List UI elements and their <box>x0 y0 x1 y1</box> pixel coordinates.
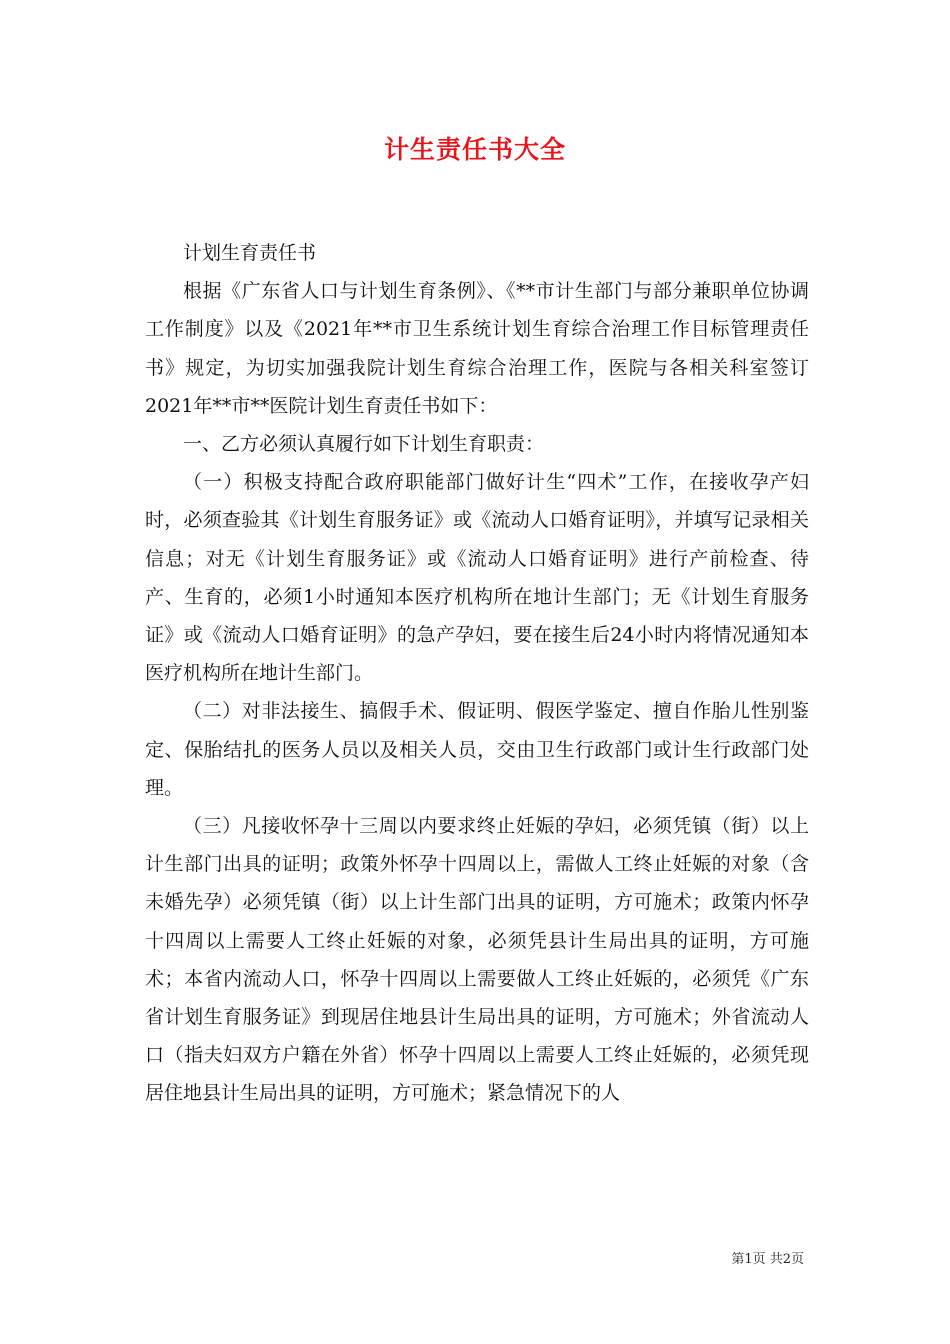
paragraph-heading: 计划生育责任书 <box>183 242 317 264</box>
paragraph-item-2: （二）对非法接生、搞假手术、假证明、假医学鉴定、擅自作胎儿性别鉴定、保胎结扎的医务人员以及相关人员，交由卫生行政部门或计生行政部门处理。 <box>145 700 809 799</box>
paragraph-intro: 根据《广东省人口与计划生育条例》、《**市计生部门与部分兼职单位协调工作制度》以及《2021年**市卫生系统计划生育综合治理工作目标管理责任书》规定，为切实加强我院计划生育综合治理工作，医院与各相关科室签订2021年**市**医院计划生育责任书如下： <box>145 280 809 417</box>
paragraph-item-1: （一）积极支持配合政府职能部门做好计生“四术”工作，在接收孕产妇时，必须查验其《计划生育服务证》或《流动人口婚育证明》，并填写记录相关信息；对无《计划生育服务证》或《流动人口婚育证明》进行产前检查、待产、生育的，必须1小时通知本医疗机构所在地计生部门；无《计划生育服务证》或《流动人口婚育证明》的急产孕妇，要在接生后24小时内将情况通知本医疗机构所在地计生部门。 <box>145 471 809 685</box>
paragraph-section-1: 一、乙方必须认真履行如下计划生育职责： <box>183 433 545 456</box>
document-body <box>145 234 809 1113</box>
page-title: 计生责任书大全 <box>383 135 566 164</box>
paragraph-item-3: （三）凡接收怀孕十三周以内要求终止妊娠的孕妇，必须凭镇（街）以上计生部门出具的证明；政策外怀孕十四周以上，需做人工终止妊娠的对象（含未婚先孕）必须凭镇（街）以上计生部门出具的证明，方可施术；政策内怀孕十四周以上需要人工终止妊娠的对象，必须凭县计生局出具的证明，方可施术；本省内流动人口，怀孕十四周以上需要做人工终止妊娠的，必须凭《广东省计划生育服务证》到现居住地县计生局出具的证明，方可施术；外省流动人口（指夫妇双方户籍在外省）怀孕十四周以上需要人工终止妊娠的，必须凭现居住地县计生局出具的证明，方可施术；紧急情况下的人 <box>145 815 809 1105</box>
page-number: 第1页 共2页 <box>731 1252 804 1267</box>
